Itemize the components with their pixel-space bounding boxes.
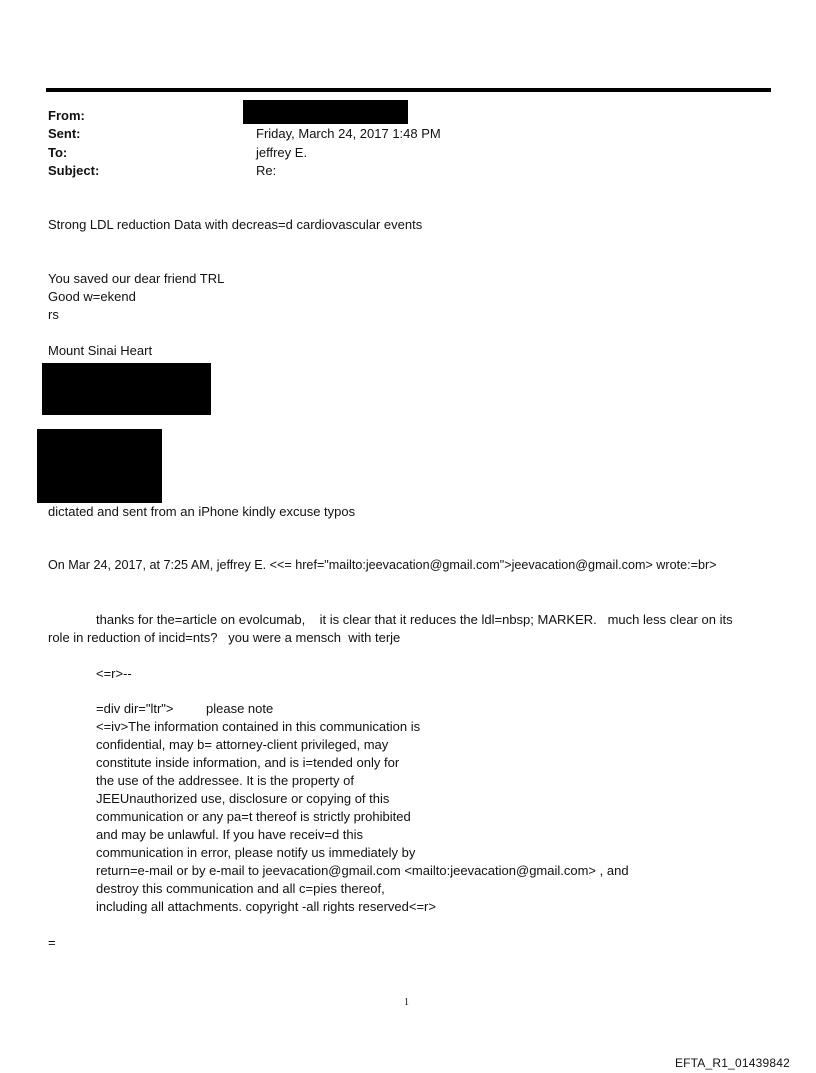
signature-line: =div dir="ltr"> [96,701,174,716]
body-line: dictated and sent from an iPhone kindly excuse typos [48,504,356,519]
disclaimer-line: the use of the addressee. It is the property of [96,773,354,788]
disclaimer-line: constitute inside information, and is i=tended only for [96,755,400,770]
header-rule [46,88,771,92]
disclaimer-line: communication in error, please notify us immediately by [96,845,416,860]
to-value: jeffrey E. [256,145,308,160]
redaction-from [243,100,408,124]
trailer-mark: = [48,935,56,950]
page-number: 1 [404,997,409,1008]
subject-value: Re: [256,163,277,178]
body-line: rs [48,307,59,322]
disclaimer-line: communication or any pa=t thereof is strictly prohibited [96,809,411,824]
sent-value: Friday, March 24, 2017 1:48 PM [256,126,441,141]
disclaimer-line: JEEUnauthorized use, disclosure or copying of this [96,791,390,806]
disclaimer-line: return=e-mail or by e-mail to jeevacation@gmail.com <mailto:jeevacation@gmail.com> , and [96,863,629,878]
signature-line: please note [206,701,274,716]
quote-header: On Mar 24, 2017, at 7:25 AM, jeffrey E. <<= href="mailto:jeevacation@gmail.com">jeevacation@gmail.com> wrote:=br> [48,558,717,572]
body-line: You saved our dear friend TRL [48,271,225,286]
quote-paragraph: role in reduction of incid=nts? you were a mensch with terje [48,630,401,645]
to-label: To: [48,145,68,160]
disclaimer-line: <=iv>The information contained in this communication is [96,719,421,734]
disclaimer-line: and may be unlawful. If you have receiv=d this [96,827,364,842]
subject-label: Subject: [48,163,100,178]
redaction-block [42,363,211,415]
sent-label: Sent: [48,126,81,141]
from-label: From: [48,108,85,123]
disclaimer-line: destroy this communication and all c=pies thereof, [96,881,385,896]
body-line: Strong LDL reduction Data with decreas=d cardiovascular events [48,217,423,232]
signature-separator: <=r>-- [96,666,132,681]
body-line: Good w=ekend [48,289,136,304]
quote-paragraph: thanks for the=article on evolcumab, it is clear that it reduces the ldl=nbsp; MARKER. much less clear on its [96,612,733,627]
body-line: Mount Sinai Heart [48,343,153,358]
disclaimer-line: including all attachments. copyright -all rights reserved<=r> [96,899,436,914]
redaction-block [37,429,162,503]
disclaimer-line: confidential, may b= attorney-client privileged, may [96,737,389,752]
document-id: EFTA_R1_01439842 [674,1056,790,1070]
